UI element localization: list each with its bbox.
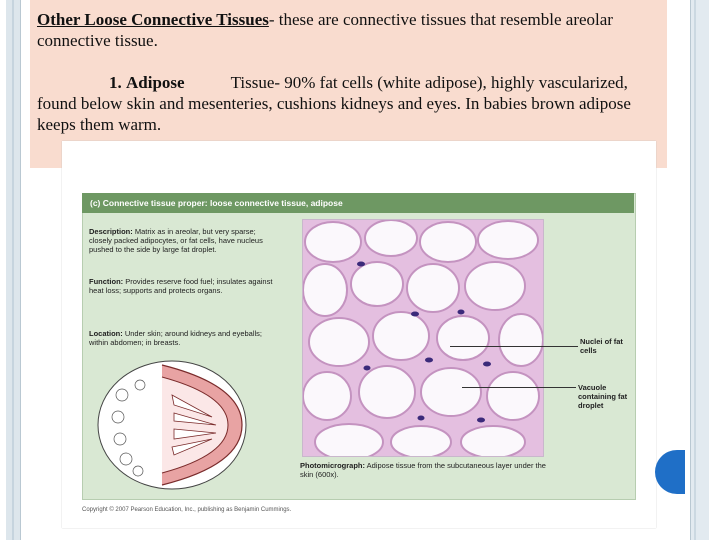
vacuole-leader-line xyxy=(462,387,576,388)
nuclei-leader-line xyxy=(450,346,578,347)
photomicrograph xyxy=(302,219,544,457)
right-frame-border xyxy=(690,0,709,540)
function-label: Function: xyxy=(89,277,124,286)
slide-nav-marker xyxy=(655,450,685,494)
caption-label: Photomicrograph: xyxy=(300,461,365,470)
photomicrograph-caption xyxy=(300,461,560,479)
item-text: Tissue- 90% fat cells (white adipose), highly vascularized, found below skin and mesenteries, cushions kidneys and eyes. In babies brown adipose keeps them warm. xyxy=(37,73,631,134)
description-text: Matrix as in areolar, but very sparse; closely packed adipocytes, or fat cells, have nucleus pushed to the side by large fat droplet. xyxy=(89,227,263,254)
item-term: Adipose xyxy=(126,73,185,92)
breast-anatomy-drawing xyxy=(92,355,284,491)
intro-paragraph xyxy=(37,9,667,51)
description-label: Description: xyxy=(89,227,133,236)
copyright-notice: Copyright © 2007 Pearson Education, Inc., publishing as Benjamin Cummings. xyxy=(82,507,292,513)
adipose-figure xyxy=(62,141,656,528)
description-block xyxy=(89,227,279,254)
location-block xyxy=(89,329,279,347)
location-text: Under skin; around kidneys and eyeballs; within abdomen; in breasts. xyxy=(89,329,263,347)
location-label: Location: xyxy=(89,329,123,338)
figure-header: (c) Connective tissue proper: loose connective tissue, adipose xyxy=(82,193,634,213)
item-number: 1. xyxy=(109,73,122,92)
nuclei-label: Nuclei of fat cells xyxy=(580,337,623,355)
adipose-cells-svg xyxy=(303,220,543,456)
section-heading-suffix: - these are connective tissues that resemble areolar connective tissue. xyxy=(37,10,613,50)
adipose-paragraph xyxy=(37,72,667,135)
function-text: Provides reserve food fuel; insulates against heat loss; supports and protects organs. xyxy=(89,277,273,295)
left-frame-line xyxy=(12,0,14,540)
caption-text: Adipose tissue from the subcutaneous layer under the skin (600x). xyxy=(300,461,546,479)
function-block xyxy=(89,277,279,295)
right-frame-line xyxy=(694,0,696,540)
vacuole-label: Vacuole containing fat droplet xyxy=(578,383,628,410)
section-heading: Other Loose Connective Tissues xyxy=(37,10,269,29)
